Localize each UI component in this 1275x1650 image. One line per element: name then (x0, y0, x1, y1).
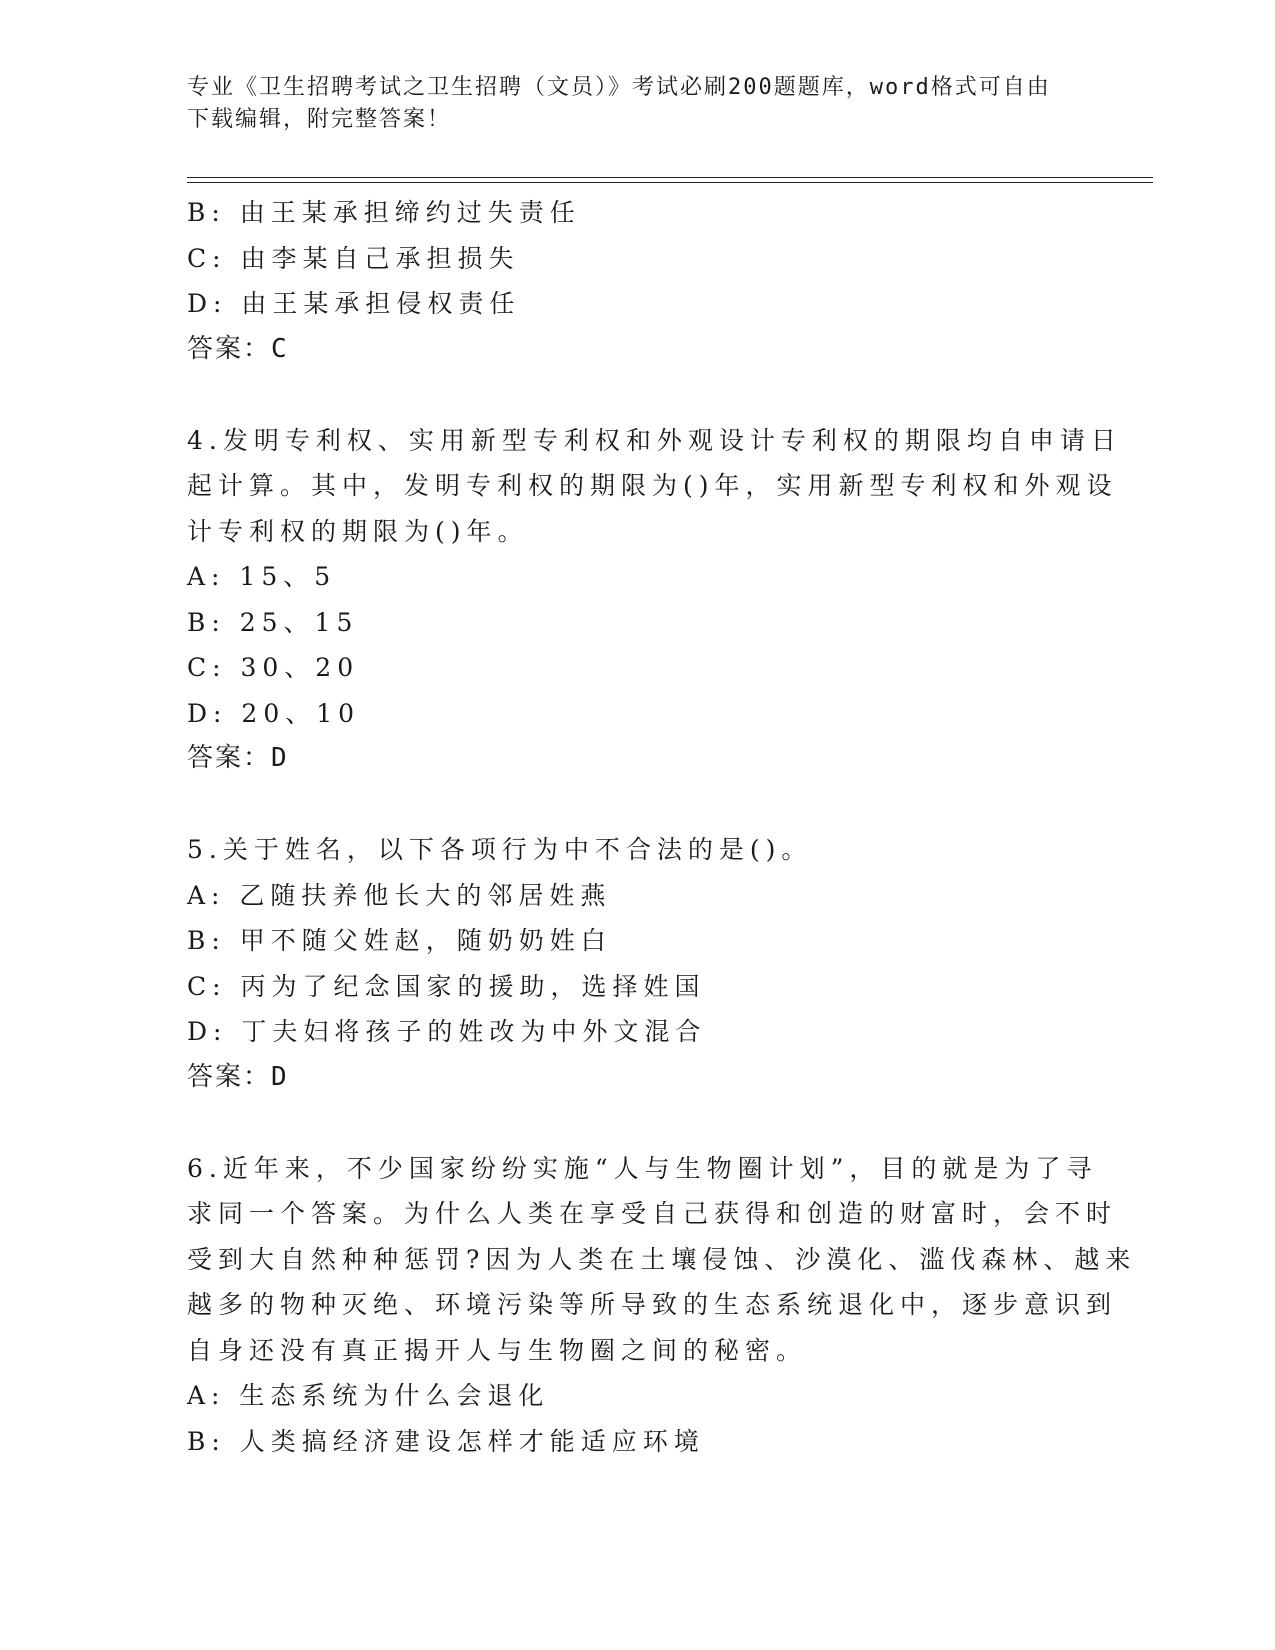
spacer (187, 782, 1087, 828)
spacer (187, 1100, 1087, 1146)
header-rule-top (187, 177, 1153, 178)
option-a: A: 生态系统为什么会退化 (187, 1381, 550, 1410)
option-b: B: 25、15 (187, 607, 359, 637)
option-d: D: 丁夫妇将孩子的姓改为中外文混合 (187, 1017, 707, 1046)
question-line: 计专利权的期限为()年。 (187, 516, 529, 546)
spacer (187, 372, 1087, 418)
option-b: B: 甲不随父姓赵，随奶奶姓白 (187, 926, 612, 955)
option-d: D: 20、10 (187, 698, 361, 728)
question-line: 4.发明专利权、实用新型专利权和外观设计专利权的期限均自申请日 (187, 425, 1122, 455)
option-d: D: 由王某承担侵权责任 (187, 289, 521, 318)
answer-line: 答案：D (187, 743, 289, 773)
question-line: 起计算。其中，发明专利权的期限为()年，实用新型专利权和外观设 (187, 471, 1118, 500)
header-rule-bottom (187, 182, 1153, 183)
option-a: A: 乙随扶养他长大的邻居姓燕 (187, 880, 612, 910)
question-content (187, 190, 1137, 1464)
question-text (187, 1146, 1137, 1374)
question-line: 6.近年来，不少国家纷纷实施“人与生物圈计划”，目的就是为了寻 (187, 1153, 1098, 1183)
question-block-3 (187, 190, 1087, 372)
option-c: C: 丙为了纪念国家的援助，选择姓国 (187, 971, 706, 1001)
option-c: C: 30、20 (187, 653, 360, 682)
option-c: C: 由李某自己承担损失 (187, 243, 520, 273)
question-line: 受到大自然种种惩罚?因为人类在土壤侵蚀、沙漠化、滥伐森林、越来 (187, 1244, 1137, 1274)
question-line: 求同一个答案。为什么人类在享受自己获得和创造的财富时，会不时 (187, 1199, 1118, 1228)
question-line: 越多的物种灭绝、环境污染等所导致的生态系统退化中，逐步意识到 (187, 1290, 1118, 1319)
option-a: A: 15、5 (187, 562, 337, 591)
question-block-6 (187, 1146, 1137, 1465)
answer-line: 答案：C (187, 333, 289, 364)
option-b: B: 人类搞经济建设怎样才能适应环境 (187, 1426, 705, 1456)
document-header: 专业《卫生招聘考试之卫生招聘（文员）》考试必刷200题题库，word格式可自由下载编辑，附完整答案！ (187, 75, 1051, 132)
question-line: 5.关于姓名，以下各项行为中不合法的是()。 (187, 835, 813, 864)
question-block-5 (187, 827, 1087, 1100)
answer-line: 答案：D (187, 1061, 289, 1092)
question-text (187, 827, 1087, 873)
question-block-4 (187, 418, 1122, 782)
question-line: 自身还没有真正揭开人与生物圈之间的秘密。 (187, 1335, 808, 1365)
question-text (187, 418, 1122, 555)
option-b: B: 由王某承担缔约过失责任 (187, 198, 581, 227)
